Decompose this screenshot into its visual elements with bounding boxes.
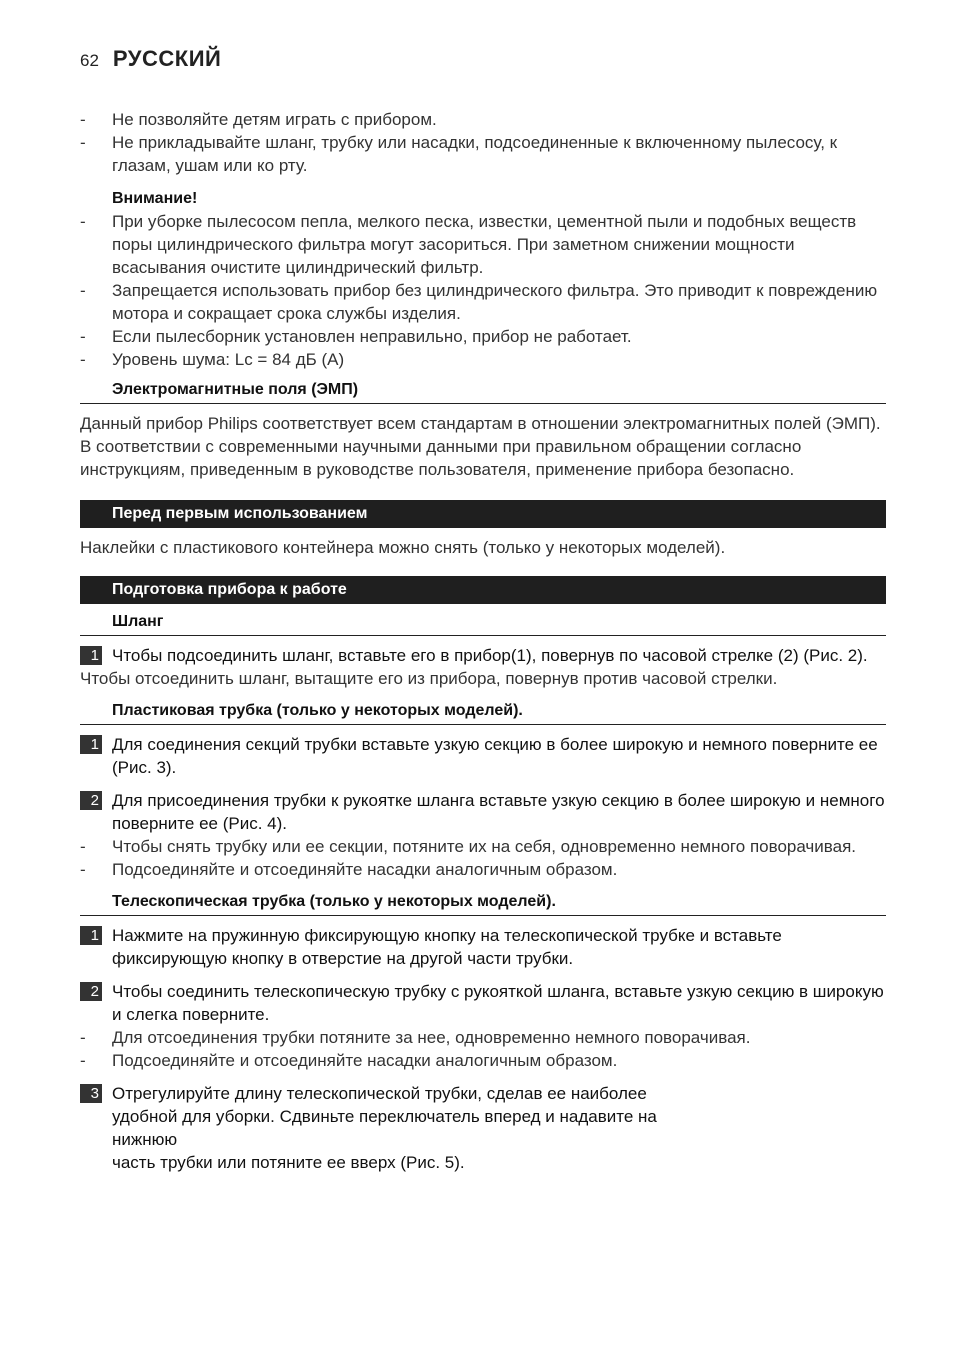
step-number: 1 — [80, 646, 102, 665]
list-item: - При уборке пылесосом пепла, мелкого песка, известки, цементной пыли и подобных веществ поры цилиндрического фильтра могут засориться. При заметном снижении мощности всасывания очистите цилиндрический фильтр. — [80, 212, 857, 277]
list-item: - Подсоединяйте и отсоединяйте насадки аналогичным образом. — [80, 860, 618, 879]
list-item: - Уровень шума: Lc = 84 дБ (A) — [80, 350, 345, 369]
emf-section-title: Электромагнитные поля (ЭМП) — [80, 379, 886, 404]
page-content — [80, 108, 886, 1174]
telescopic-tube-section-title: Телескопическая трубка (только у некоторых моделей). — [80, 891, 886, 916]
before-first-use-bar: Перед первым использованием — [80, 500, 886, 528]
telescopic-tube-step: 1 Нажмите на пружинную фиксирующую кнопку на телескопической трубке и вставьте фиксирующую кнопку в отверстие на другой части трубки. — [80, 924, 886, 970]
hose-step: 1 Чтобы подсоединить шланг, вставьте его в прибор(1), повернув по часовой стрелке (2) (Рис. 2). — [80, 644, 886, 667]
attention-title: Внимание! — [112, 190, 198, 207]
step-number: 2 — [80, 791, 102, 810]
hose-section-title: Шланг — [80, 611, 886, 636]
page-number: 62 — [80, 51, 99, 70]
plastic-tube-step: 1 Для соединения секций трубки вставьте узкую секцию в более широкую и немного поверните ее (Рис. 3). — [80, 733, 886, 779]
step-number: 2 — [80, 982, 102, 1001]
emf-text: Данный прибор Philips соответствует всем стандартам в отношении электромагнитных полей (ЭМП). В соответствии с современными научными данными при правильном обращении согласно инструкциям, приведенным в руководстве пользователя, применение прибора безопасно. — [80, 414, 881, 479]
plastic-tube-step: 2 Для присоединения трубки к рукоятке шланга вставьте узкую секцию в более широкую и немного поверните ее (Рис. 4). — [80, 789, 886, 835]
step-number: 1 — [80, 926, 102, 945]
list-item: - Не позволяйте детям играть с прибором. — [80, 110, 437, 129]
list-item: - Подсоединяйте и отсоединяйте насадки аналогичным образом. — [80, 1051, 618, 1070]
list-item: - Для отсоединения трубки потяните за нее, одновременно немного поворачивая. — [80, 1028, 751, 1047]
page-header — [80, 46, 221, 72]
step-number: 3 — [80, 1084, 102, 1103]
plastic-tube-section-title: Пластиковая трубка (только у некоторых моделей). — [80, 700, 886, 725]
telescopic-tube-step: 3 Отрегулируйте длину телескопической трубки, сделав ее наиболее удобной для уборки. Сдвиньте переключатель вперед и надавите на нижнюю часть трубки или потяните ее вверх (Рис. 5). — [80, 1082, 886, 1174]
preparing-bar: Подготовка прибора к работе — [80, 576, 886, 604]
step-number: 1 — [80, 735, 102, 754]
before-first-use-text: Наклейки с пластикового контейнера можно снять (только у некоторых моделей). — [80, 538, 726, 557]
list-item: - Чтобы снять трубку или ее секции, потяните их на себя, одновременно немного поворачивая. — [80, 837, 857, 856]
list-item: - Запрещается использовать прибор без цилиндрического фильтра. Это приводит к повреждению мотора и сокращает срока службы изделия. — [80, 281, 878, 323]
list-item: - Если пылесборник установлен неправильно, прибор не работает. — [80, 327, 632, 346]
language-title: РУССКИЙ — [112, 46, 222, 71]
hose-note: Чтобы отсоединить шланг, вытащите его из прибора, повернув против часовой стрелки. — [80, 669, 778, 688]
telescopic-tube-step: 2 Чтобы соединить телескопическую трубку с рукояткой шланга, вставьте узкую секцию в широкую и слегка поверните. — [80, 980, 886, 1026]
list-item: - Не прикладывайте шланг, трубку или насадки, подсоединенные к включенному пылесосу, к глазам, ушам или ко рту. — [80, 133, 838, 175]
